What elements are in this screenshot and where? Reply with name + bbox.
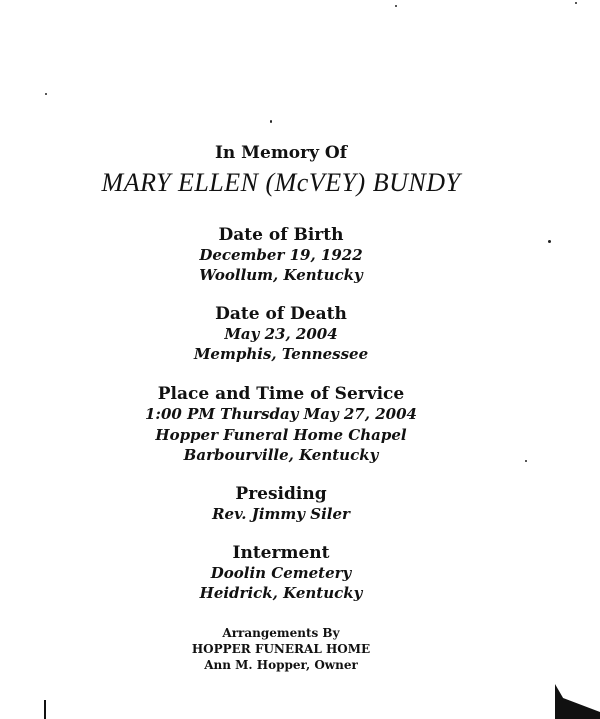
arrangements-owner: Ann M. Hopper, Owner — [204, 658, 358, 672]
birth-heading: Date of Birth — [218, 225, 344, 245]
interment-cemetery: Doolin Cemetery — [210, 564, 352, 582]
arrangements-home: HOPPER FUNERAL HOME — [191, 642, 371, 656]
memory-intro: In Memory Of — [214, 143, 348, 163]
scan-edge-mark — [555, 684, 600, 719]
scan-edge-mark — [44, 700, 46, 719]
deceased-name: MARY ELLEN (McVEY) BUNDY — [101, 168, 461, 197]
presiding-name: Rev. Jimmy Siler — [212, 505, 350, 523]
death-heading: Date of Death — [215, 304, 347, 324]
arrangements-heading: Arrangements By — [222, 626, 340, 640]
scan-speck — [525, 460, 527, 462]
scan-speck — [548, 240, 551, 243]
service-city: Barbourville, Kentucky — [183, 446, 379, 464]
scan-speck — [395, 5, 397, 7]
service-location: Hopper Funeral Home Chapel — [155, 426, 407, 444]
birth-date: December 19, 1922 — [199, 246, 363, 264]
service-time: 1:00 PM Thursday May 27, 2004 — [145, 405, 417, 423]
scan-speck — [45, 93, 47, 95]
service-heading: Place and Time of Service — [157, 384, 405, 404]
scan-speck — [575, 2, 577, 4]
interment-heading: Interment — [232, 543, 330, 563]
interment-place: Heidrick, Kentucky — [199, 584, 363, 602]
presiding-heading: Presiding — [235, 484, 327, 504]
birth-place: Woollum, Kentucky — [199, 266, 363, 284]
death-place: Memphis, Tennessee — [193, 345, 369, 363]
scan-speck — [270, 120, 272, 123]
death-date: May 23, 2004 — [224, 325, 338, 343]
